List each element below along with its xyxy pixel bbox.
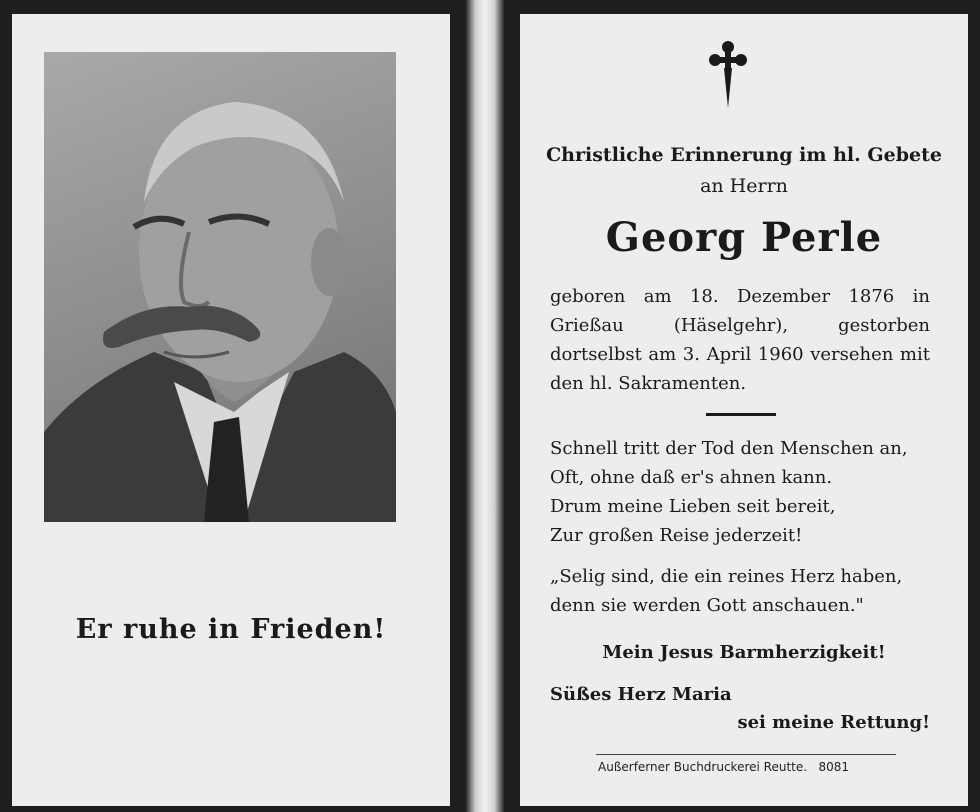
verse-line: Oft, ohne daß er's ahnen kann.	[550, 467, 833, 488]
quote-line: „Selig sind, die ein reines Herz haben,	[550, 566, 903, 587]
card-fold	[466, 0, 504, 812]
quote-line: denn sie werden Gott anschauen."	[550, 595, 864, 616]
divider	[596, 754, 896, 755]
portrait-illustration	[44, 52, 396, 522]
verse-line: Schnell tritt der Tod den Menschen an,	[550, 438, 908, 459]
printer-imprint	[598, 760, 849, 774]
prayer-line: Süßes Herz Maria	[550, 684, 732, 705]
portrait-photo	[44, 52, 396, 522]
memorial-card-front	[12, 14, 450, 806]
epitaph: Er ruhe in Frieden!	[75, 614, 387, 645]
cross-icon	[708, 40, 748, 110]
memorial-card-text	[520, 14, 968, 806]
divider	[706, 413, 776, 416]
salutation: an Herrn	[700, 175, 788, 197]
printer-name: Außerferner Buchdruckerei Reutte.	[598, 760, 808, 774]
prayer-line: sei meine Rettung!	[737, 712, 930, 733]
biography: geboren am 18. Dezember 1876 in Grießau (Häselgehr), gestorben dortselbst am 3. April 1960 versehen mit den hl. Sakramenten.	[550, 286, 930, 394]
prayer-line: Mein Jesus Barmherzigkeit!	[602, 642, 886, 663]
printer-number: 8081	[818, 760, 850, 774]
verse-line: Drum meine Lieben seit bereit,	[550, 496, 836, 517]
heading: Christliche Erinnerung im hl. Gebete	[546, 144, 942, 166]
deceased-name: Georg Perle	[605, 214, 883, 261]
verse-line: Zur großen Reise jederzeit!	[550, 525, 803, 546]
